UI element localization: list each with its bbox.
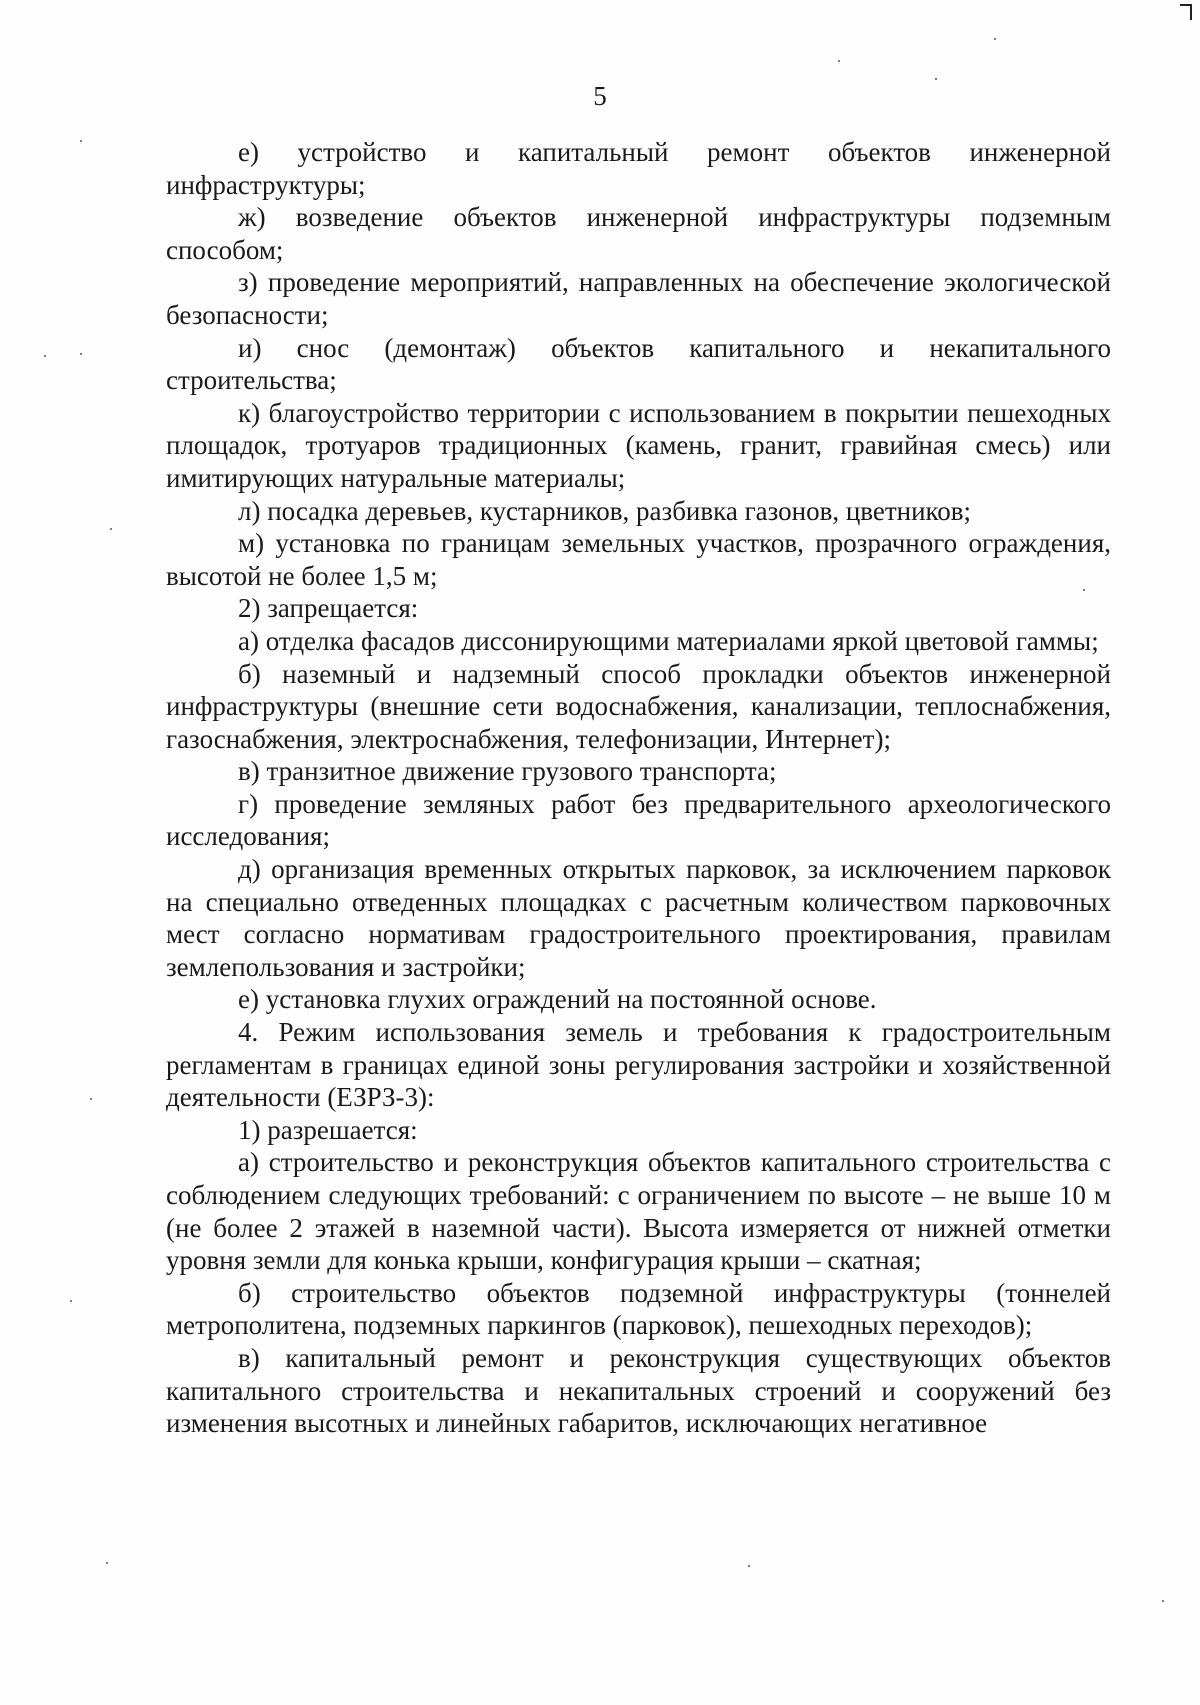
paragraph-allowed-heading: 1) разрешается: [238, 1114, 418, 1145]
scan-speck [935, 78, 937, 80]
scan-speck [106, 1562, 108, 1564]
paragraph-b-overground-utilities: б) наземный и надземный способ прокладки объектов инженерной инфраструктуры (внешние сети водоснабжения, канализации, теплоснабжения, газоснабжения, электроснабжения, телефонизации, Интернет); [166, 658, 1111, 754]
paragraph-zh-underground-construction: ж) возведение объектов инженерной инфраструктуры подземным способом; [166, 202, 1111, 265]
scan-speck [80, 140, 82, 142]
paragraph-i-demolition: и) снос (демонтаж) объектов капитального и некапитального строительства; [166, 332, 1111, 396]
document-body [166, 136, 1111, 1440]
scan-speck [90, 1098, 92, 1100]
page-number: 5 [593, 81, 607, 111]
scan-corner-mark [1180, 4, 1192, 20]
scan-speck [1162, 1600, 1164, 1602]
scan-speck [44, 355, 46, 357]
paragraph-e-solid-fences: е) установка глухих ограждений на постоянной основе. [238, 984, 877, 1015]
scan-speck [1083, 589, 1085, 591]
paragraph-prohibited-heading: 2) запрещается: [238, 593, 419, 624]
scan-speck [80, 353, 82, 355]
paragraph-d-temporary-parking: д) организация временных открытых парковок, за исключением парковок на специально отведенных площадках с расчетным количеством парковочных мест согласно нормативам градостроительного проектирования, правилам землепользования и застройки; [166, 854, 1111, 982]
scan-speck [994, 38, 996, 40]
paragraph-g-earthworks: г) проведение земляных работ без предварительного археологического исследования; [166, 788, 1111, 852]
scan-speck [70, 1300, 72, 1302]
paragraph-k-landscaping: к) благоустройство территории с использованием в покрытии пешеходных площадок, тротуаров традиционных (камень, гранит, гравийная смесь) или имитирующих натуральные материалы; [166, 397, 1111, 493]
scan-speck [748, 1565, 750, 1567]
paragraph-v-capital-repair: в) капитальный ремонт и реконструкция существующих объектов капитального строительства и некапитальных строений и сооружений без изменения высотных и линейных габаритов, исключающих негативное [166, 1342, 1111, 1439]
scan-speck [110, 528, 112, 530]
paragraph-a-construction-height: а) строительство и реконструкция объектов капитального строительства с соблюдением следующих требований: с ограничением по высоте – не выше 10 м (не более 2 этажей в наземной части). Высота измеряется от нижней отметки уровня земли для конька крыши, конфигурация крыши – скатная; [166, 1147, 1111, 1276]
paragraph-m-fencing: м) установка по границам земельных участков, прозрачного ограждения, высотой не более 1,5 м; [166, 528, 1111, 591]
paragraph-4-land-use-regime: 4. Режим использования земель и требования к градостроительным регламентам в границах единой зоны регулирования застройки и хозяйственной деятельности (ЕЗРЗ-3): [166, 1017, 1111, 1113]
paragraph-l-planting: л) посадка деревьев, кустарников, разбивка газонов, цветников; [238, 495, 972, 526]
scan-speck [838, 60, 840, 62]
paragraph-e-engineering-repair: е) устройство и капитальный ремонт объектов инженерной инфраструктуры; [166, 137, 1111, 200]
paragraph-a-facade-finish: а) отделка фасадов диссонирующими материалами яркой цветовой гаммы; [238, 625, 1099, 656]
paragraph-z-ecological-safety: з) проведение мероприятий, направленных на обеспечение экологической безопасности; [166, 267, 1111, 330]
paragraph-v-transit-traffic: в) транзитное движение грузового транспорта; [238, 756, 777, 787]
paragraph-b-underground-infrastructure: б) строительство объектов подземной инфраструктуры (тоннелей метрополитена, подземных паркингов (парковок), пешеходных переходов); [166, 1277, 1111, 1341]
